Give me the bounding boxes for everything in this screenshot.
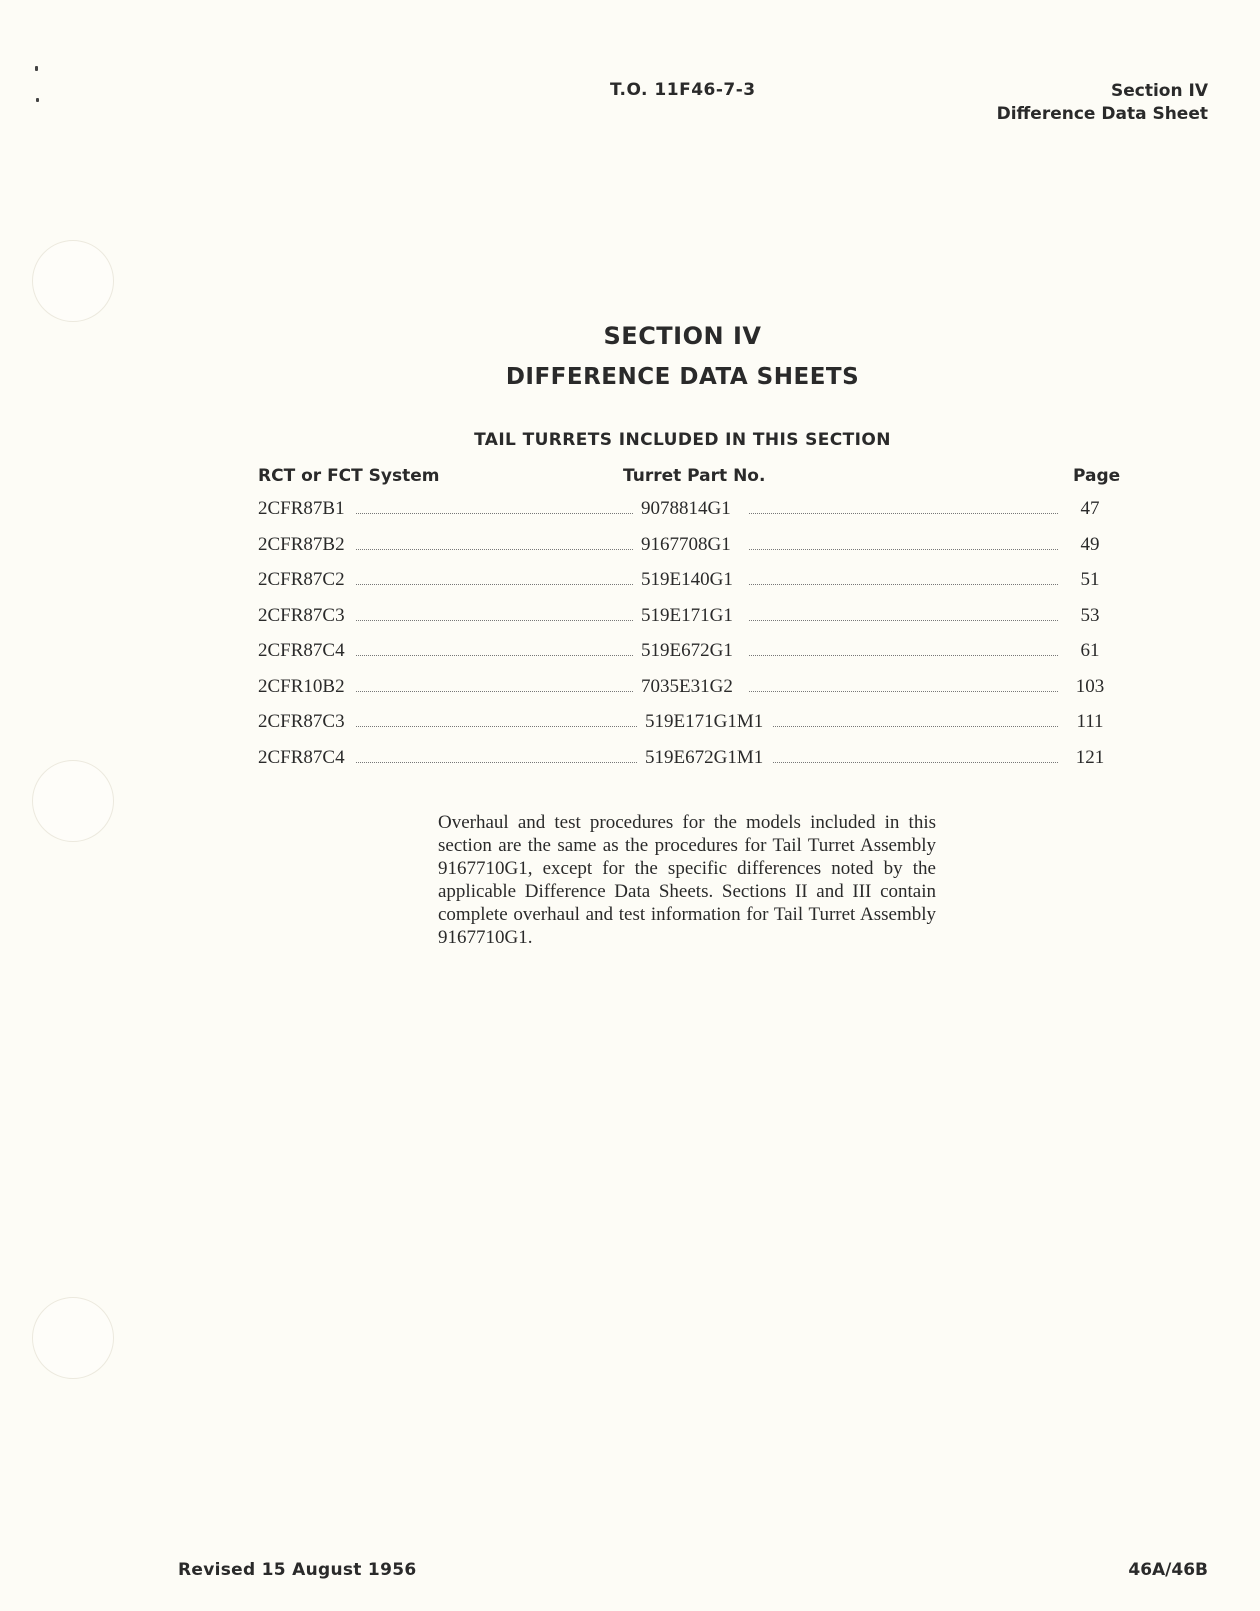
punch-hole-bottom [32,1297,114,1379]
table-row [258,747,1120,783]
section-title: SECTION IV [603,322,762,350]
table-row [258,676,1120,712]
row-part-number: 519E672G1M1 [645,746,764,768]
technical-order-number: T.O. 11F46-7-3 [610,80,756,100]
row-system: 2CFR87B1 [258,498,345,519]
table-row [258,569,1120,605]
leader-dots [356,620,633,621]
revision-date: Revised 15 August 1956 [178,1560,417,1580]
punch-hole-middle [32,760,114,842]
row-system: 2CFR10B2 [258,675,345,697]
leader-dots [749,655,1058,656]
leader-dots [356,726,637,727]
leader-dots [773,726,1058,727]
row-page: 49 [1080,533,1100,555]
row-system: 2CFR87C4 [258,640,345,661]
leader-dots [356,513,633,514]
row-page: 121 [1075,746,1105,768]
table-row [258,711,1120,747]
section-name: Difference Data Sheet [996,104,1208,124]
row-part-number: 9078814G1 [641,498,731,519]
row-system: 2CFR87C4 [258,746,345,768]
leader-dots [773,762,1058,763]
section-label: Section IV [1111,81,1208,101]
table-row [258,605,1120,641]
row-part-number: 9167708G1 [641,533,731,555]
row-part-number: 7035E31G2 [641,675,733,697]
leader-dots [356,584,633,585]
row-system: 2CFR87C3 [258,711,345,732]
row-page: 61 [1080,640,1100,661]
body-paragraph: Overhaul and test procedures for the models included in this section are the same as the procedures for Tail Turret Assembly 9167710G1, except for the specific differences noted by the applicable Difference Data Sheets. Sections II and III contain complete overhaul and test information for Tail Turret Assembly 9167710G1. [438,812,936,948]
row-part-number: 519E672G1 [641,640,733,661]
row-system: 2CFR87B2 [258,533,345,555]
row-page: 53 [1080,604,1100,626]
leader-dots [749,691,1058,692]
column-header-page: Page [1073,466,1121,486]
row-part-number: 519E171G1 [641,604,733,626]
leader-dots [356,549,633,550]
column-header-part: Turret Part No. [623,466,766,486]
leader-dots [356,691,633,692]
row-part-number: 519E140G1 [641,569,733,590]
column-header-system: RCT or FCT System [258,466,440,486]
running-header [997,80,1208,126]
margin-mark [36,98,39,102]
table-title: TAIL TURRETS INCLUDED IN THIS SECTION [474,430,891,450]
leader-dots [749,620,1058,621]
section-subtitle: DIFFERENCE DATA SHEETS [505,364,860,390]
table-row [258,640,1120,676]
leader-dots [749,584,1058,585]
page-number: 46A/46B [1128,1560,1208,1580]
row-page: 47 [1080,498,1100,519]
table-row [258,534,1120,570]
punch-hole-top [32,240,114,322]
row-system: 2CFR87C3 [258,604,345,626]
leader-dots [356,762,637,763]
row-page: 51 [1080,569,1100,590]
margin-mark [35,66,38,71]
leader-dots [749,549,1058,550]
row-page: 103 [1075,675,1105,697]
row-part-number: 519E171G1M1 [645,711,764,732]
table-row [258,498,1120,534]
row-system: 2CFR87C2 [258,569,345,590]
turret-table [258,498,1120,782]
leader-dots [749,513,1058,514]
leader-dots [356,655,633,656]
row-page: 111 [1076,711,1104,732]
